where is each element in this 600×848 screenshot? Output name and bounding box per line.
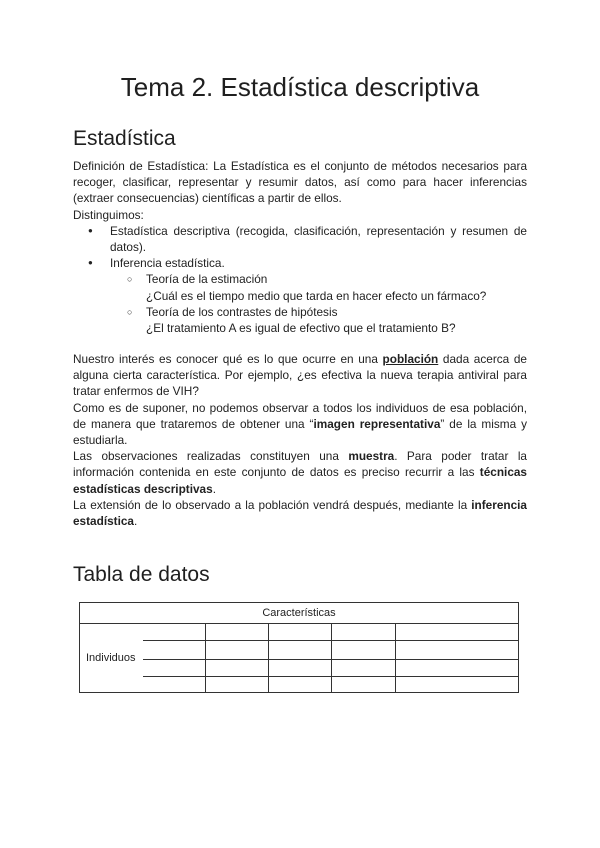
bullet-text: Inferencia estadística. <box>110 256 225 271</box>
sub-bullet-question: ¿Cuál es el tiempo medio que tarda en hacer efecto un fármaco? <box>146 288 487 303</box>
bold-term-imagen: imagen representativa <box>313 416 441 431</box>
text-run: Nuestro interés es conocer qué es lo que ocurre en una <box>73 352 383 366</box>
sub-bullet-label: Teoría de los contrastes de hipótesis <box>146 304 338 319</box>
bold-term-muestra: muestra <box>348 449 395 464</box>
distinguimos-label: Distinguimos: <box>73 207 144 222</box>
sub-list-item <box>110 271 527 303</box>
table-column-line <box>268 623 269 692</box>
table-column-line <box>395 623 396 692</box>
sub-bullet-list <box>110 271 527 336</box>
text-run: Las observaciones realizadas constituyen una <box>73 449 349 464</box>
section-heading-tabla: Tabla de datos <box>73 563 210 586</box>
section-estadistica-paragraphs <box>73 351 527 529</box>
text-run: . Para poder tratar la información contenida en este conjunto de datos es preciso recurrir a las <box>73 449 527 480</box>
table-header: Características <box>80 603 518 624</box>
table-column-line <box>205 623 206 692</box>
definition-paragraph: Definición de Estadística: La Estadística es el conjunto de métodos necesarios para recoger, clasificar, representar y resumir datos, así como para hacer inferencias (extraer consecuencias) científicas a partir de ellos. <box>73 159 527 206</box>
paragraph-imagen <box>73 400 527 449</box>
bold-term-poblacion: población <box>382 352 439 366</box>
table-row-label: Individuos <box>86 652 136 664</box>
paragraph-muestra <box>73 448 527 497</box>
list-item <box>73 255 527 336</box>
section-estadistica-body <box>73 158 527 336</box>
bullet-text: Estadística descriptiva (recogida, clasificación, representación y resumen de datos). <box>110 223 527 255</box>
text-run: La extensión de lo observado a la población vendrá después, mediante la <box>73 497 472 512</box>
text-run: . <box>212 481 216 496</box>
text-run: dada acerca de alguna cierta característica. Por ejemplo, ¿es efectiva la nueva terapia antiviral para tratar enfermos de VIH? <box>73 352 527 399</box>
text-run: ” de la misma y estudiarla. <box>73 416 528 448</box>
table-row-line <box>143 640 518 641</box>
sub-list-item <box>110 304 527 336</box>
bold-term-inferencia: inferencia estadística <box>73 497 527 529</box>
sub-bullet-label: Teoría de la estimación <box>146 272 268 287</box>
text-run: Como es de suponer, no podemos observar a todos los individuos de esa población, de manera que trataremos de obtener una “ <box>73 400 527 431</box>
data-table <box>79 602 519 693</box>
table-column-line <box>331 623 332 692</box>
text-run: . <box>133 514 138 529</box>
bold-term-tecnicas: técnicas estadísticas descriptivas <box>73 465 527 496</box>
page-title: Tema 2. Estadística descriptiva <box>120 72 480 102</box>
bullet-list <box>73 223 527 336</box>
list-item <box>73 223 527 255</box>
paragraph-poblacion <box>73 351 527 400</box>
table-row-line <box>143 659 518 660</box>
sub-bullet-question: ¿El tratamiento A es igual de efectivo que el tratamiento B? <box>146 321 456 336</box>
table-row-line <box>143 676 518 677</box>
paragraph-inferencia <box>73 497 527 529</box>
section-heading-estadistica: Estadística <box>73 127 176 150</box>
